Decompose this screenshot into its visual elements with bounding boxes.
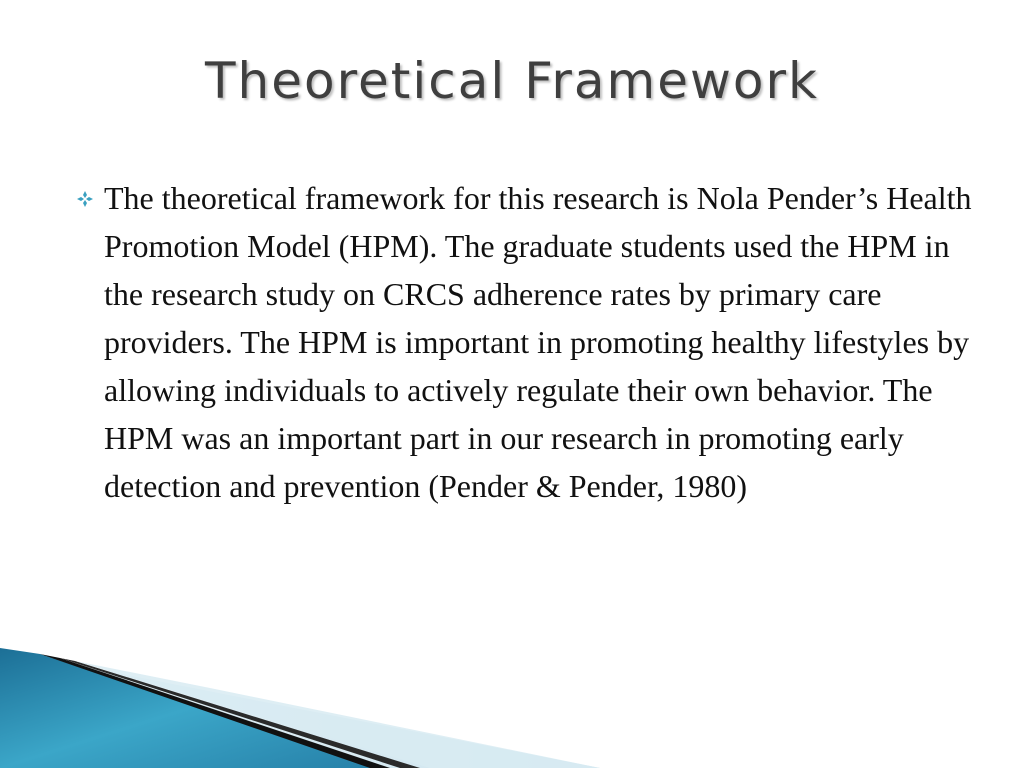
bullet-item [76,174,976,510]
slide-title: Theoretical Framework [205,52,819,110]
decorative-swoosh [0,640,1024,768]
bullet-text: The theoretical framework for this research is Nola Pender’s Health Promotion Model (HPM). The graduate students used the HPM in the research study on CRCS adherence rates by primary care providers. The HPM is important in promoting healthy lifestyles by allowing individuals to actively regulate their own behavior. The HPM was an important part in our research in promoting early detection and prevention (Pender & Pender, 1980) [104,180,972,504]
diamond-bullet-icon [76,190,104,208]
